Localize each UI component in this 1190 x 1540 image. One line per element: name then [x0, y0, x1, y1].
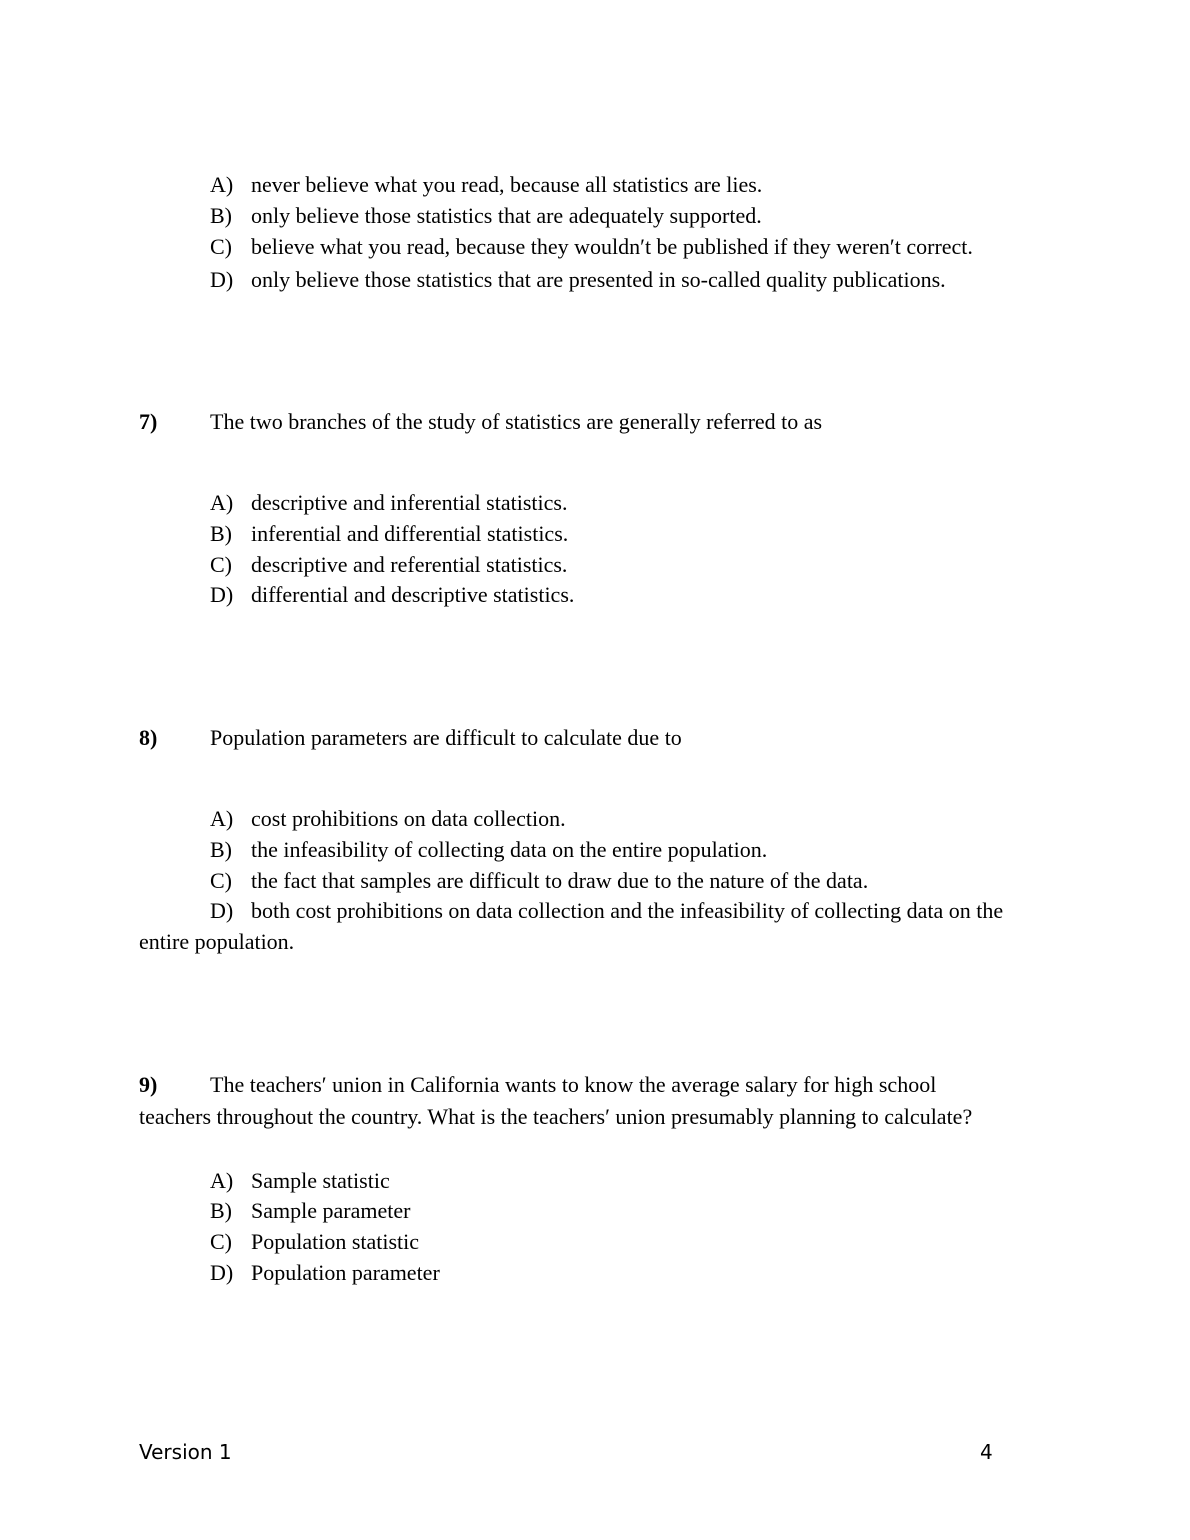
option-letter: D): [210, 898, 234, 923]
question-number: 7): [139, 409, 158, 434]
option-c: [210, 868, 868, 894]
option-letter: A): [210, 490, 234, 515]
option-text: Population statistic: [251, 1229, 420, 1254]
option-c: [210, 1229, 419, 1255]
option-d-continuation: entire population.: [139, 929, 295, 954]
option-text: descriptive and referential statistics.: [251, 552, 568, 577]
option-text: only believe those statistics that are adequately supported.: [251, 203, 762, 228]
option-d: [210, 898, 1003, 924]
option-letter: C): [210, 1229, 232, 1254]
option-text: differential and descriptive statistics.: [251, 582, 575, 607]
option-text: descriptive and inferential statistics.: [251, 490, 568, 515]
option-b: [210, 521, 568, 547]
question-number: 9): [139, 1072, 158, 1097]
footer-page-number: 4: [980, 1440, 993, 1464]
question-number: 8): [139, 725, 158, 750]
option-letter: B): [210, 203, 232, 228]
option-text: both cost prohibitions on data collection and the infeasibility of collecting data on the: [251, 898, 1004, 923]
option-a: [210, 1168, 390, 1194]
option-d: [210, 582, 574, 608]
option-text: the infeasibility of collecting data on the entire population.: [251, 837, 768, 862]
option-text: cost prohibitions on data collection.: [251, 806, 566, 831]
option-text: never believe what you read, because all statistics are lies.: [251, 172, 763, 197]
option-letter: C): [210, 868, 232, 893]
question-text: The two branches of the study of statistics are generally referred to as: [210, 409, 823, 434]
option-letter: A): [210, 1168, 234, 1193]
option-letter: B): [210, 1198, 232, 1223]
option-letter: D): [210, 1260, 234, 1285]
option-letter: D): [210, 267, 234, 292]
option-b: [210, 837, 767, 863]
option-letter: B): [210, 837, 232, 862]
option-text: the fact that samples are difficult to draw due to the nature of the data.: [251, 868, 869, 893]
option-text: Population parameter: [251, 1260, 440, 1285]
option-letter: A): [210, 806, 234, 831]
option-a: [210, 806, 566, 832]
question-text: Population parameters are difficult to calculate due to: [210, 725, 682, 750]
option-letter: B): [210, 521, 232, 546]
option-a: [210, 172, 762, 198]
option-b: [210, 1198, 410, 1224]
question-text-continuation: teachers throughout the country. What is the teachers′ union presumably planning to calculate?: [139, 1104, 973, 1129]
option-text: only believe those statistics that are presented in so-called quality publications.: [251, 267, 946, 292]
option-d: [210, 1260, 440, 1286]
option-letter: C): [210, 552, 232, 577]
option-text: believe what you read, because they wouldn′t be published if they weren′t correct.: [251, 234, 973, 259]
option-text: Sample parameter: [251, 1198, 411, 1223]
option-c: [210, 552, 567, 578]
option-text: inferential and differential statistics.: [251, 521, 569, 546]
question-text: The teachers′ union in California wants to know the average salary for high school: [210, 1072, 937, 1097]
option-letter: A): [210, 172, 234, 197]
footer-version: Version 1: [139, 1440, 232, 1464]
option-b: [210, 203, 762, 229]
option-text: Sample statistic: [251, 1168, 390, 1193]
option-a: [210, 490, 567, 516]
option-d: [210, 267, 946, 293]
option-letter: C): [210, 234, 232, 259]
option-c: [210, 234, 973, 260]
option-letter: D): [210, 582, 234, 607]
